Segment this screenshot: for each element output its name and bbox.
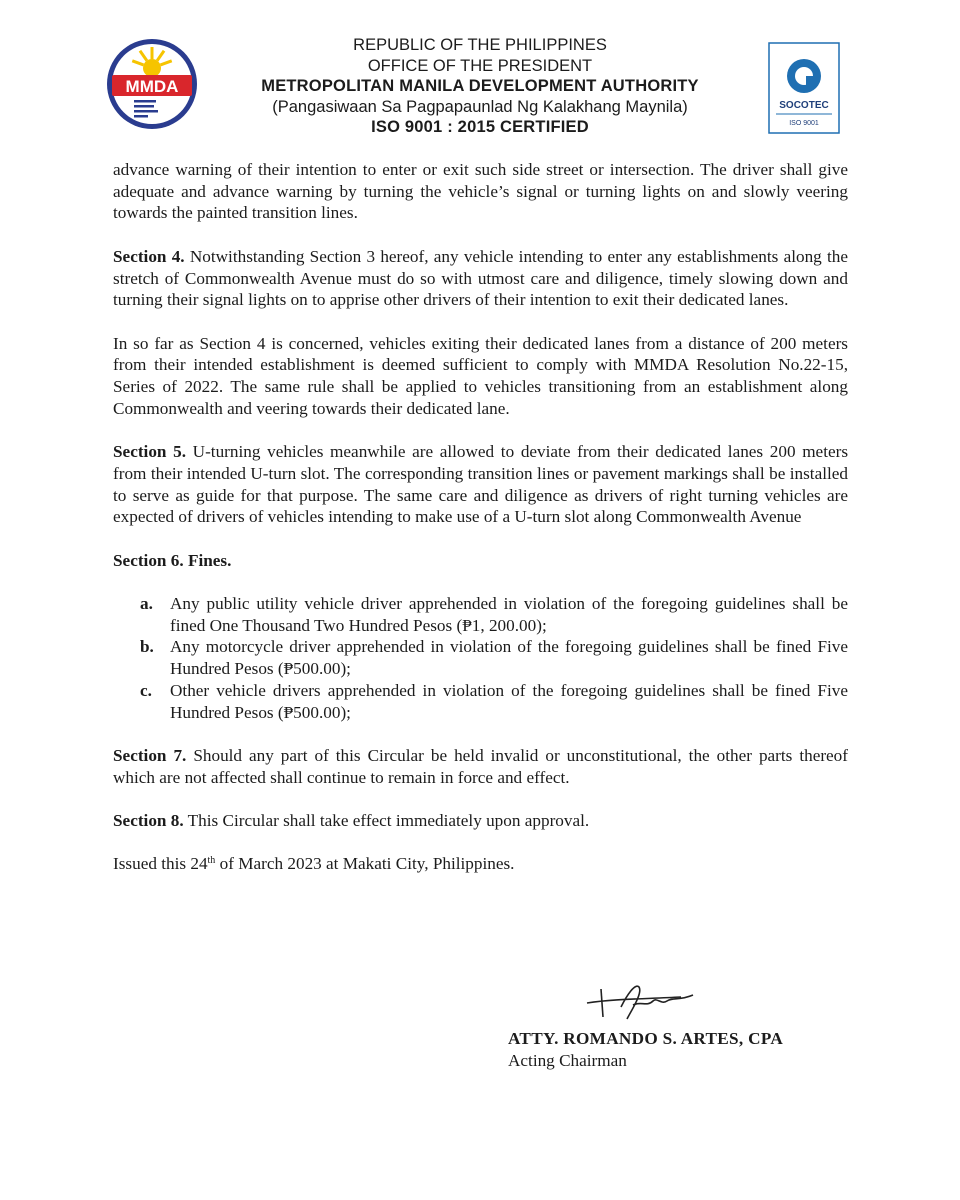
circular-body	[113, 159, 848, 897]
signatory-title: Acting Chairman	[508, 1051, 627, 1070]
mmda-seal-logo	[106, 38, 198, 130]
section-5	[113, 441, 848, 528]
section-4	[113, 246, 848, 311]
section-8-label: Section 8.	[113, 810, 184, 830]
section-7	[113, 745, 848, 788]
section-5-label: Section 5.	[113, 442, 187, 462]
section-7-label: Section 7.	[113, 745, 187, 765]
section-7-text: Should any part of this Circular be held invalid or unconstitutional, the other parts thereof which are not affected shall continue to remain in force and effect.	[113, 745, 848, 787]
letterhead	[200, 35, 760, 138]
issued-place-date: of March 2023 at Makati City, Philippines.	[215, 854, 515, 874]
issued-text: Issued this 24	[113, 854, 208, 874]
header-republic: REPUBLIC OF THE PHILIPPINES	[353, 36, 607, 54]
header-agency: METROPOLITAN MANILA DEVELOPMENT AUTHORITY	[261, 77, 699, 95]
fine-item-text: Any motorcycle driver apprehended in violation of the foregoing guidelines shall be fined Five Hundred Pesos (₱500.00);	[170, 637, 848, 679]
section-4-text: Notwithstanding Section 3 hereof, any vehicle intending to enter any establishments along the stretch of Commonwealth Avenue must do so with utmost care and diligence, timely slowing down and turning their signal lights on to apprise other drivers of their intention to exit their dedicated lanes.	[113, 246, 849, 310]
fine-item	[113, 680, 848, 723]
fine-item-letter: c.	[140, 680, 152, 700]
issued-line	[113, 853, 848, 875]
fine-item-text: Other vehicle drivers apprehended in violation of the foregoing guidelines shall be fined Five Hundred Pesos (₱500.00);	[170, 680, 848, 722]
paragraph-continuation: advance warning of their intention to enter or exit such side street or intersection. The driver shall give adequate and advance warning by turning the vehicle’s signal or turning lights on and slowly veering towards the painted transition lines.	[113, 160, 848, 223]
header-office: OFFICE OF THE PRESIDENT	[367, 56, 593, 75]
socotec-text: SOCOTEC	[779, 100, 829, 111]
section-8-text: This Circular shall take effect immediately upon approval.	[183, 810, 590, 830]
fine-item	[113, 593, 848, 636]
paragraph-in-so-far: In so far as Section 4 is concerned, vehicles exiting their dedicated lanes from a distance of 200 meters from their intended establishment is deemed sufficient to comply with MMDA Resolution No.22-15, Series of 2022. The same rule shall be applied to vehicles transitioning from an establishment along Commonwealth and veering towards their dedicated lane.	[113, 333, 848, 418]
handwritten-signature	[583, 977, 701, 1025]
fine-item-letter: a.	[140, 593, 153, 613]
fine-item	[113, 636, 848, 679]
socotec-cert-text: ISO 9001	[789, 120, 819, 127]
issued-superscript: th	[207, 855, 216, 867]
socotec-certification-logo	[768, 42, 840, 134]
section-5-text: U-turning vehicles meanwhile are allowed to deviate from their dedicated lanes 200 meters from their intended U-turn slot. The corresponding transition lines or pavement markings shall be installed to serve as guide for that purpose. The same care and diligence as drivers of right turning vehicles are expected of drivers of vehicles intending to make use of a U-turn slot along Commonwealth Avenue	[113, 442, 849, 527]
fine-item-text: Any public utility vehicle driver apprehended in violation of the foregoing guidelines shall be fined One Thousand Two Hundred Pesos (₱1, 200.00);	[170, 593, 848, 635]
section-4-label: Section 4.	[113, 246, 185, 266]
fines-list	[113, 593, 848, 723]
signatory-block	[508, 1028, 783, 1072]
section-6-heading: Section 6. Fines.	[113, 550, 232, 570]
fine-item-letter: b.	[140, 637, 154, 657]
section-8	[113, 810, 848, 832]
header-iso: ISO 9001 : 2015 CERTIFIED	[371, 118, 589, 136]
signatory-name: ATTY. ROMANDO S. ARTES, CPA	[508, 1029, 784, 1048]
header-tagalog: (Pangasiwaan Sa Pagpapaunlad Ng Kalakhang Maynila)	[272, 97, 688, 116]
mmda-logo-text: MMDA	[125, 77, 179, 96]
